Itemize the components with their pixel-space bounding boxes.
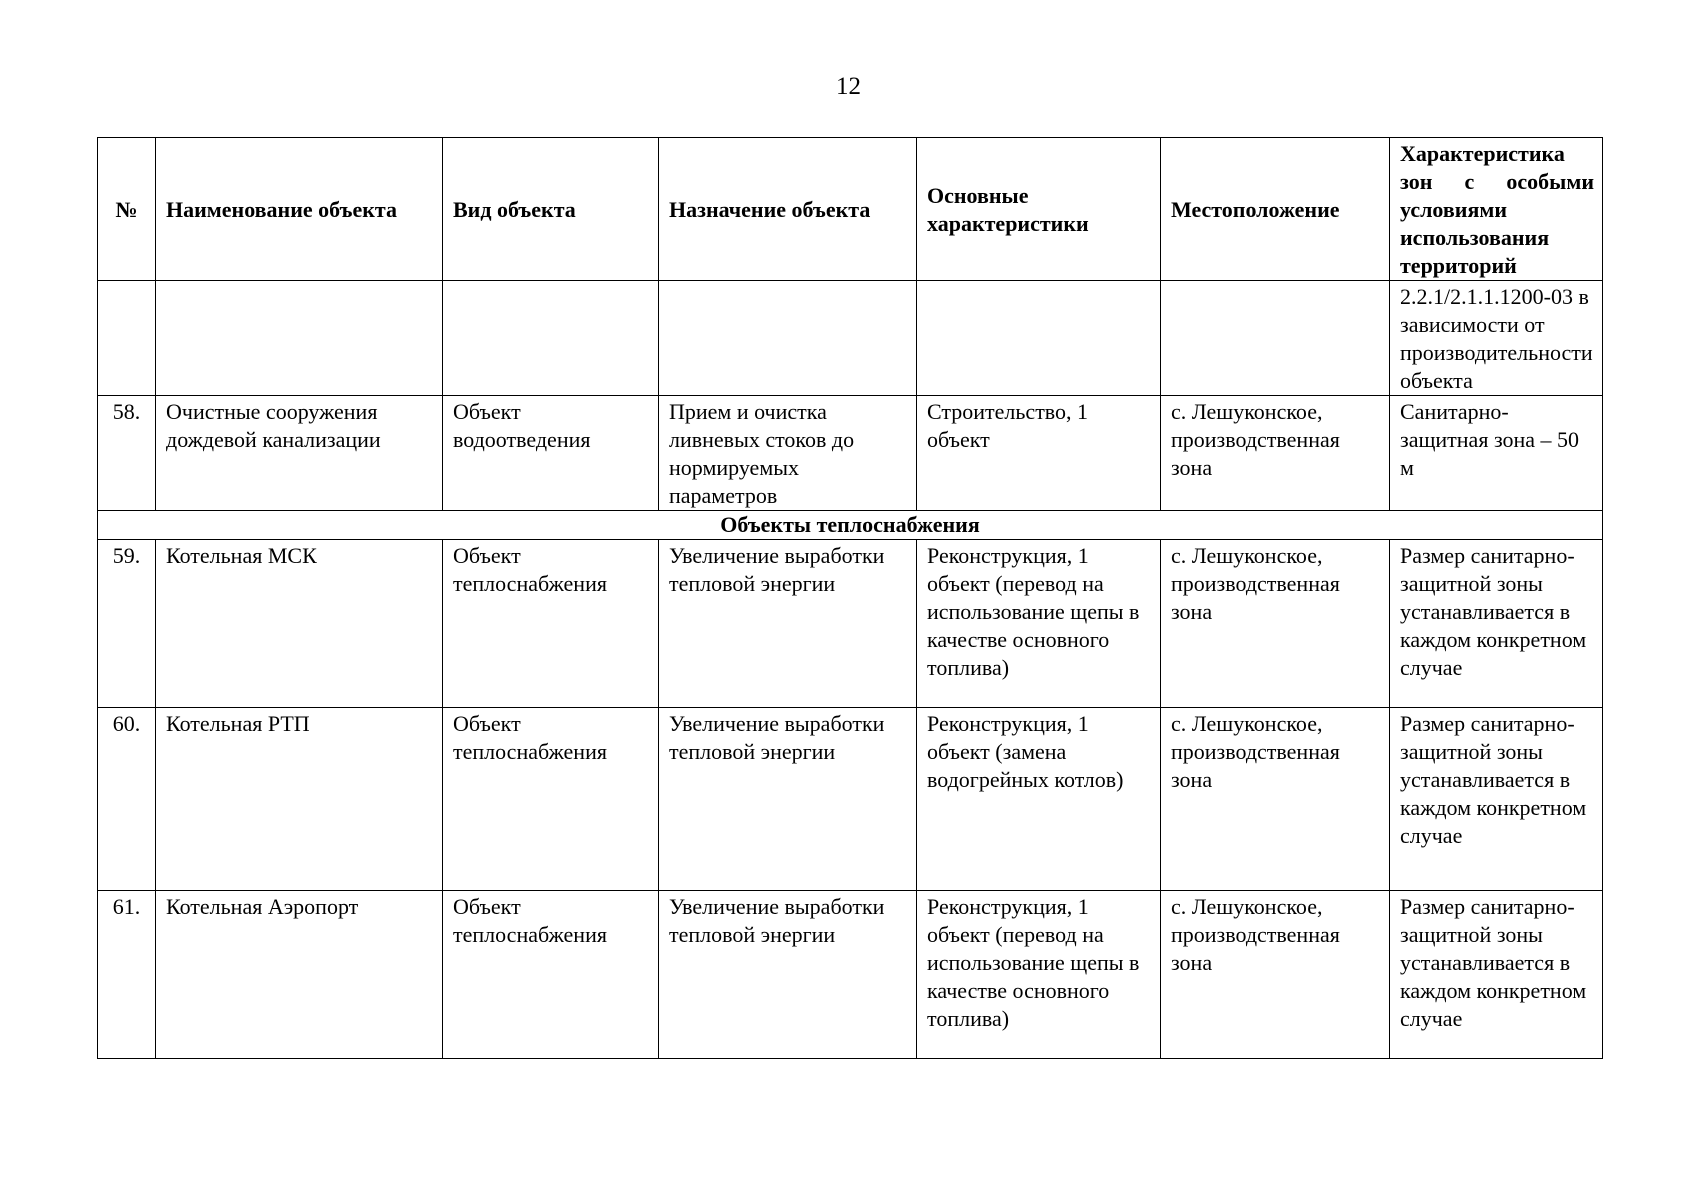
page-number: 12 bbox=[836, 73, 861, 100]
table-row bbox=[98, 891, 1603, 1059]
header-purpose: Назначение объекта bbox=[659, 138, 917, 281]
cell-num: 59. bbox=[98, 540, 156, 708]
cell-type: Объект водоотведения bbox=[443, 396, 659, 511]
cell-zones: Размер санитарно-защитной зоны устанавливается в каждом конкретном случае bbox=[1390, 708, 1603, 891]
cell-name: Очистные сооружения дождевой канализации bbox=[156, 396, 443, 511]
cell-characteristics: Реконструкция, 1 объект (замена водогрейных котлов) bbox=[917, 708, 1161, 891]
cell-zones: Размер санитарно-защитной зоны устанавливается в каждом конкретном случае bbox=[1390, 891, 1603, 1059]
cell-name: Котельная Аэропорт bbox=[156, 891, 443, 1059]
header-num: № bbox=[98, 138, 156, 281]
cell-characteristics: Строительство, 1 объект bbox=[917, 396, 1161, 511]
cell-zones: Размер санитарно-защитной зоны устанавливается в каждом конкретном случае bbox=[1390, 540, 1603, 708]
cell-location: с. Лешуконское, производственная зона bbox=[1161, 891, 1390, 1059]
cell-name: Котельная РТП bbox=[156, 708, 443, 891]
cell-location: с. Лешуконское, производственная зона bbox=[1161, 396, 1390, 511]
header-type: Вид объекта bbox=[443, 138, 659, 281]
section-title: Объекты теплоснабжения bbox=[98, 511, 1603, 540]
cell-type: Объект теплоснабжения bbox=[443, 708, 659, 891]
table-row bbox=[98, 708, 1603, 891]
header-zones: Характеристика зон с особыми условиями использования территорий bbox=[1390, 138, 1603, 281]
cell-empty bbox=[659, 281, 917, 396]
cell-num: 60. bbox=[98, 708, 156, 891]
cell-zones: Санитарно-защитная зона – 50 м bbox=[1390, 396, 1603, 511]
cell-empty bbox=[443, 281, 659, 396]
cell-purpose: Увеличение выработки тепловой энергии bbox=[659, 891, 917, 1059]
objects-table bbox=[97, 137, 1603, 1059]
section-row bbox=[98, 511, 1603, 540]
header-location: Местоположение bbox=[1161, 138, 1390, 281]
cell-purpose: Прием и очистка ливневых стоков до нормируемых параметров bbox=[659, 396, 917, 511]
table-row bbox=[98, 540, 1603, 708]
cell-empty bbox=[98, 281, 156, 396]
cell-name: Котельная МСК bbox=[156, 540, 443, 708]
table-header-row bbox=[98, 138, 1603, 281]
table-row-continuation bbox=[98, 281, 1603, 396]
cell-empty bbox=[156, 281, 443, 396]
cell-purpose: Увеличение выработки тепловой энергии bbox=[659, 540, 917, 708]
cell-location: с. Лешуконское, производственная зона bbox=[1161, 540, 1390, 708]
cell-num: 58. bbox=[98, 396, 156, 511]
table-row bbox=[98, 396, 1603, 511]
cell-zones: 2.2.1/2.1.1.1200-03 в зависимости от производительности объекта bbox=[1390, 281, 1603, 396]
cell-num: 61. bbox=[98, 891, 156, 1059]
cell-empty bbox=[917, 281, 1161, 396]
cell-characteristics: Реконструкция, 1 объект (перевод на использование щепы в качестве основного топлива) bbox=[917, 891, 1161, 1059]
cell-purpose: Увеличение выработки тепловой энергии bbox=[659, 708, 917, 891]
cell-type: Объект теплоснабжения bbox=[443, 540, 659, 708]
header-name: Наименование объекта bbox=[156, 138, 443, 281]
cell-location: с. Лешуконское, производственная зона bbox=[1161, 708, 1390, 891]
cell-type: Объект теплоснабжения bbox=[443, 891, 659, 1059]
cell-empty bbox=[1161, 281, 1390, 396]
cell-characteristics: Реконструкция, 1 объект (перевод на использование щепы в качестве основного топлива) bbox=[917, 540, 1161, 708]
header-characteristics: Основные характеристики bbox=[917, 138, 1161, 281]
